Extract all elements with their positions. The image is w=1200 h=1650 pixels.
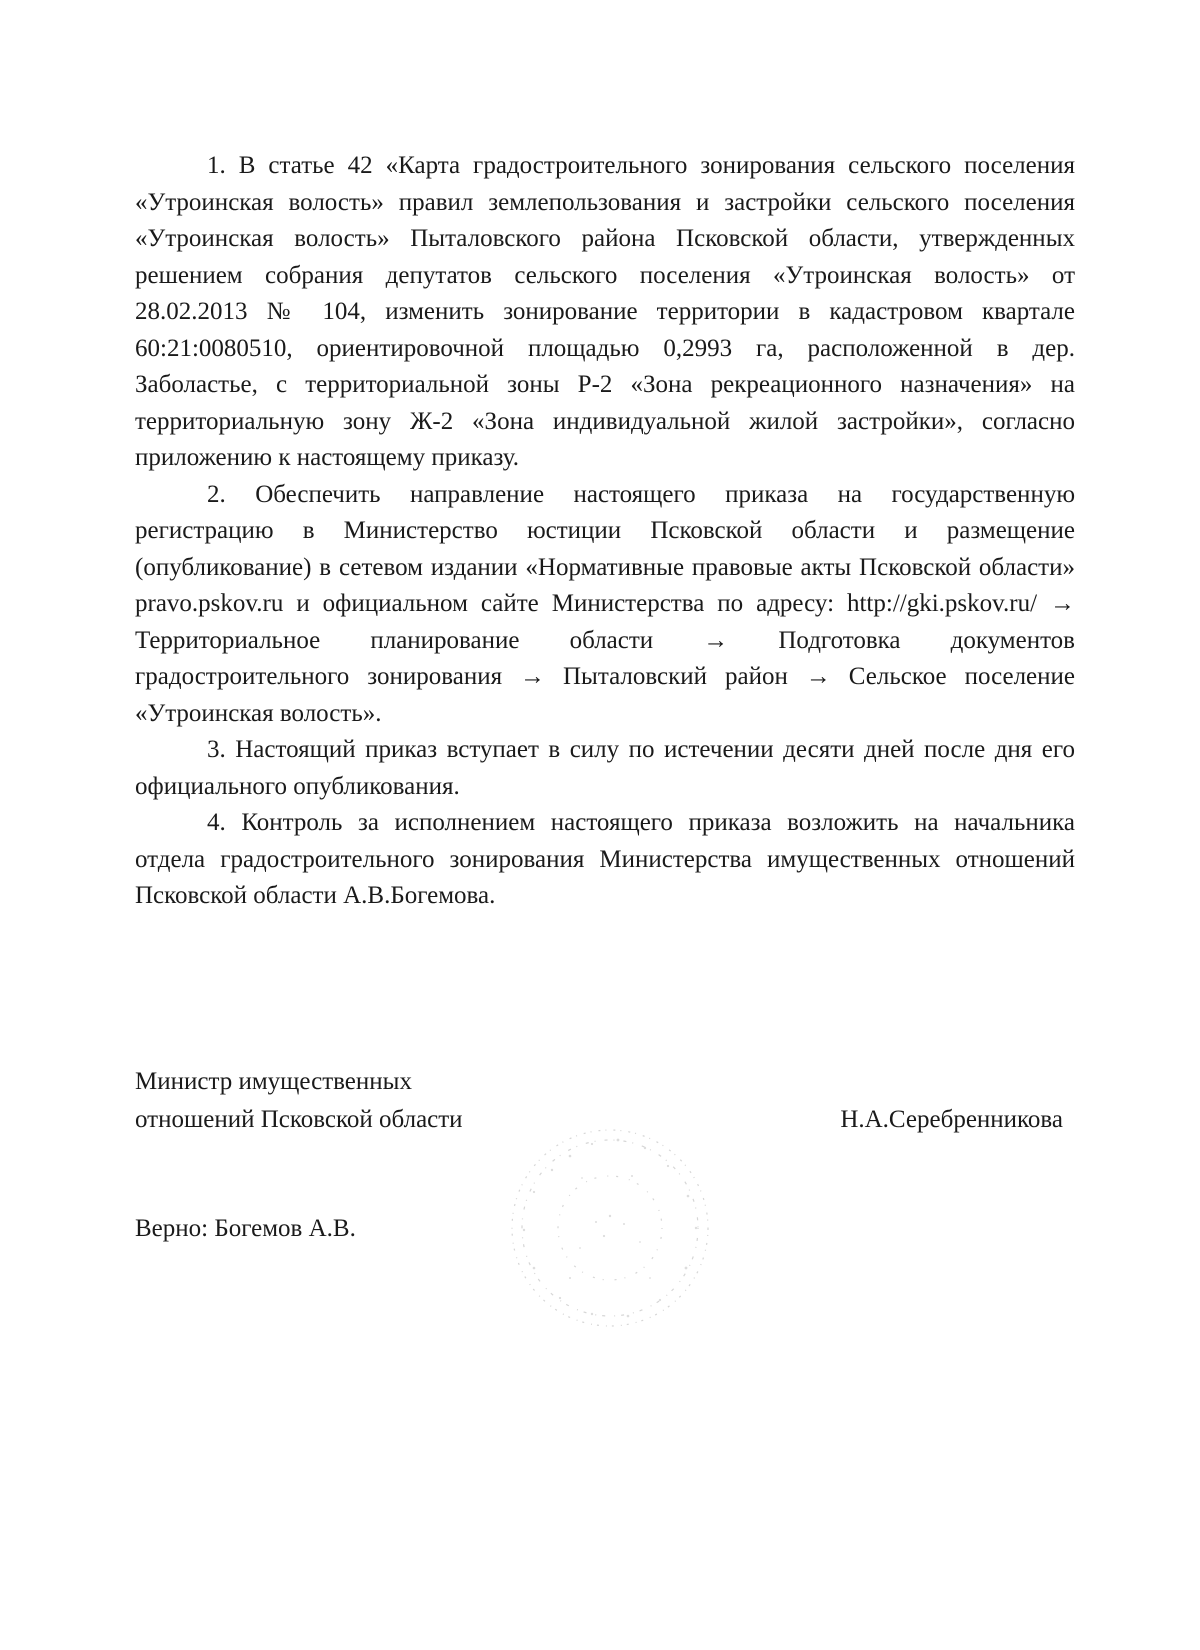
- paragraph-4: 4. Контроль за исполнением настоящего приказа возложить на начальника отдела градостроительного зонирования Министерства имущественных отношений Псковской области А.В.Богемова.: [135, 809, 1075, 909]
- signatory-title-line2: отношений Псковской области: [135, 1106, 463, 1133]
- document-body: [135, 148, 1075, 915]
- paragraph-2: 2. Обеспечить направление настоящего приказа на государственную регистрацию в Министерство юстиции Псковской области и размещение (опубликование) в сетевом издании «Нормативные правовые акты Псковской области» pravo.pskov.ru и официальном сайте Министерства по адресу: http://gki.pskov.ru/ → Территориальное планирование области → Подготовка документов градостроительного зонирования → Пыталовский район → Сельское поселение «Утроинская волость».: [135, 480, 1075, 727]
- certification-line: Верно: Богемов А.В.: [135, 1215, 356, 1242]
- paragraph-1: 1. В статье 42 «Карта градостроительного зонирования сельского поселения «Утроинская волость» правил землепользования и застройки сельского поселения «Утроинская волость» Пыталовского района Псковской области, утвержденных решением собрания депутатов сельского поселения «Утроинская волость» от 28.02.2013 № 104, изменить зонирование территории в кадастровом квартале 60:21:0080510, ориентировочной площадью 0,2993 га, расположенной в дер. Заболастье, с территориальной зоны Р-2 «Зона рекреационного назначения» на территориальную зону Ж-2 «Зона индивидуальной жилой застройки», согласно приложению к настоящему приказу.: [135, 152, 1075, 471]
- signatory-name: Н.А.Серебренникова: [840, 1106, 1063, 1133]
- official-seal-stamp: [500, 1118, 720, 1338]
- paragraph-3: 3. Настоящий приказ вступает в силу по истечении десяти дней после дня его официального опубликования.: [135, 736, 1075, 800]
- signatory-title-line1: Министр имущественных: [135, 1068, 412, 1095]
